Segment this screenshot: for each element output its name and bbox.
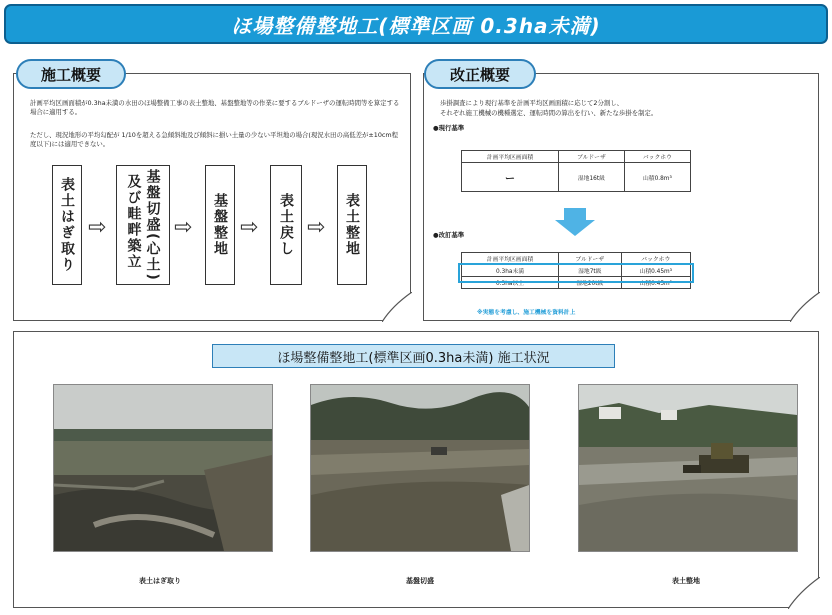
- table-header: 計画平均区画面積: [462, 151, 559, 163]
- table-header: バックホウ: [621, 253, 690, 265]
- current-standard-table: [461, 150, 691, 192]
- revised-standard-label: ●改訂基準: [433, 231, 465, 239]
- photo-caption-topsoil-removal: 表土はぎ取り: [139, 577, 181, 585]
- revision-label: 改正概要: [424, 59, 536, 89]
- step-base-cut-fill: 基盤切盛(心土) 及び畦畔築立: [116, 165, 170, 285]
- photo-caption-base-cut-fill: 基盤切盛: [406, 577, 434, 585]
- page-fold-icon: [788, 577, 820, 609]
- revision-text-2: それぞれ施工機械の機種選定、運転時間の算出を行い、新たな歩掛を制定。: [440, 109, 658, 117]
- table-cell: 山積0.45m³: [621, 277, 690, 289]
- revision-text-1: 歩掛調査により現行基準を計画平均区画面積に応じて2分割し、: [440, 99, 624, 107]
- table-cell: 0.3ha以上: [462, 277, 559, 289]
- photo-base-cut-fill: [310, 384, 530, 552]
- step-base-grading: 基盤整地: [205, 165, 235, 285]
- step-topsoil-grading: 表土整地: [337, 165, 367, 285]
- current-standard-label: ●現行基準: [433, 124, 465, 132]
- page-fold-icon: [790, 292, 820, 322]
- table-header: ブルドーザ: [559, 253, 622, 265]
- table-cell: 湿地16t級: [559, 163, 625, 192]
- revision-note: ※実態を考慮し、施工機械を資料計上: [477, 310, 576, 316]
- table-cell: 山積0.8m³: [624, 163, 690, 192]
- table-cell: 湿地20t級: [559, 277, 622, 289]
- page-title: ほ場整備整地工(標準区画 0.3ha未満): [231, 13, 601, 38]
- overview-text-2: ただし、現況地形の平均勾配が 1/10を超える急傾斜地及び傾斜に損い土量の少ない平坦地の場合(現況水田の高低差が±10cm程度以下)には適用できない。: [30, 131, 399, 148]
- table-header: ブルドーザ: [559, 151, 625, 163]
- photo-topsoil-removal: [53, 384, 273, 552]
- step-topsoil-removal: 表土はぎ取り: [52, 165, 82, 285]
- down-arrow-icon: [555, 208, 595, 236]
- status-title: ほ場整備整地工(標準区画0.3ha未満) 施工状況: [212, 344, 615, 368]
- table-cell: 湿地7t級: [559, 265, 622, 277]
- step-arrow-2: ⇨: [174, 215, 193, 240]
- step-arrow-1: ⇨: [88, 215, 107, 240]
- table-cell: ー: [462, 163, 559, 192]
- table-cell: 0.3ha未満: [462, 265, 559, 277]
- photo-caption-topsoil-grading: 表土整地: [672, 577, 700, 585]
- page-fold-icon: [382, 292, 412, 322]
- overview-text-1: 計画平均区画面積が0.3ha未満の水田のほ場整備工事の表土整地、基盤整地等の作業に要するブルドーザの運転時間等を算定する場合に適用する。: [30, 99, 400, 116]
- photo-topsoil-grading: [578, 384, 798, 552]
- step-arrow-3: ⇨: [240, 215, 259, 240]
- overview-label: 施工概要: [16, 59, 126, 89]
- table-header: 計画平均区画面積: [462, 253, 559, 265]
- table-header: バックホウ: [624, 151, 690, 163]
- highlight-frame: [458, 263, 694, 283]
- step-arrow-4: ⇨: [307, 215, 326, 240]
- step-topsoil-return: 表土戻し: [270, 165, 302, 285]
- table-cell: 山積0.45m³: [621, 265, 690, 277]
- title-banner: [4, 4, 828, 44]
